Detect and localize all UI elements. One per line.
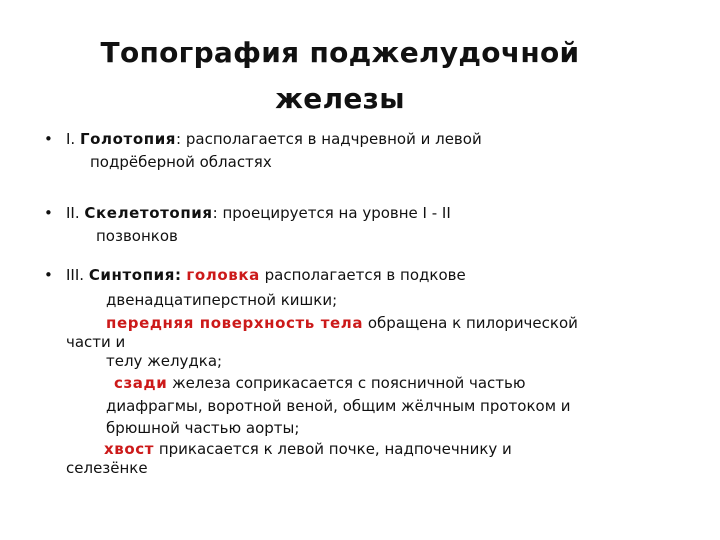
item-2-text: : проецируется на уровне I - II: [212, 204, 451, 222]
item-2-number: II.: [66, 204, 80, 222]
item-2-line-2: позвонков: [96, 227, 178, 245]
item-3-back-keyword: сзади: [114, 374, 168, 392]
title-line-1: Топография поджелудочной: [100, 36, 580, 69]
slide-title: [40, 30, 640, 122]
item-3-tail-text: прикасается к левой почке, надпочечнику и: [154, 440, 512, 458]
item-3-back-line-3: брюшной частью аорты;: [106, 419, 300, 437]
item-3-tail-line-1: [104, 438, 512, 460]
item-3-tail-line-2: селезёнке: [66, 459, 148, 477]
item-3-head-text: располагается в подкове: [259, 266, 466, 284]
item-3-back-text: железа соприкасается с поясничной частью: [167, 374, 526, 392]
item-3-front-keyword: передняя поверхность тела: [106, 314, 364, 332]
item-1-number: I.: [66, 130, 76, 148]
item-1-line-2: подрёберной областях: [90, 153, 272, 171]
bullet-icon: •: [44, 130, 53, 148]
item-3-line-1: [66, 264, 466, 286]
item-3-back-line-2: диафрагмы, воротной веной, общим жёлчным протоком и: [106, 397, 571, 415]
item-3-back-line-1: [114, 372, 526, 394]
item-3-head-line-2: двенадцатиперстной кишки;: [106, 291, 338, 309]
item-2-term: Скелетотопия: [84, 204, 213, 222]
item-3-tail-keyword: хвост: [104, 440, 155, 458]
item-1-text: : располагается в надчревной и левой: [176, 130, 482, 148]
item-1-term: Голотопия: [79, 130, 177, 148]
item-3-number: III.: [66, 266, 85, 284]
bullet-icon: •: [44, 204, 53, 222]
item-1-line-1: [66, 128, 482, 150]
item-3-front-line-3: телу желудка;: [106, 352, 223, 370]
item-3-front-line-1: [106, 312, 578, 334]
item-3-term: Синтопия:: [88, 266, 182, 284]
item-2-line-1: [66, 202, 451, 224]
item-3-head-keyword: головка: [186, 266, 260, 284]
title-line-2: железы: [275, 82, 405, 115]
bullet-icon: •: [44, 266, 53, 284]
item-3-front-text: обращена к пилорической: [363, 314, 578, 332]
item-3-front-line-2: части и: [66, 333, 126, 351]
